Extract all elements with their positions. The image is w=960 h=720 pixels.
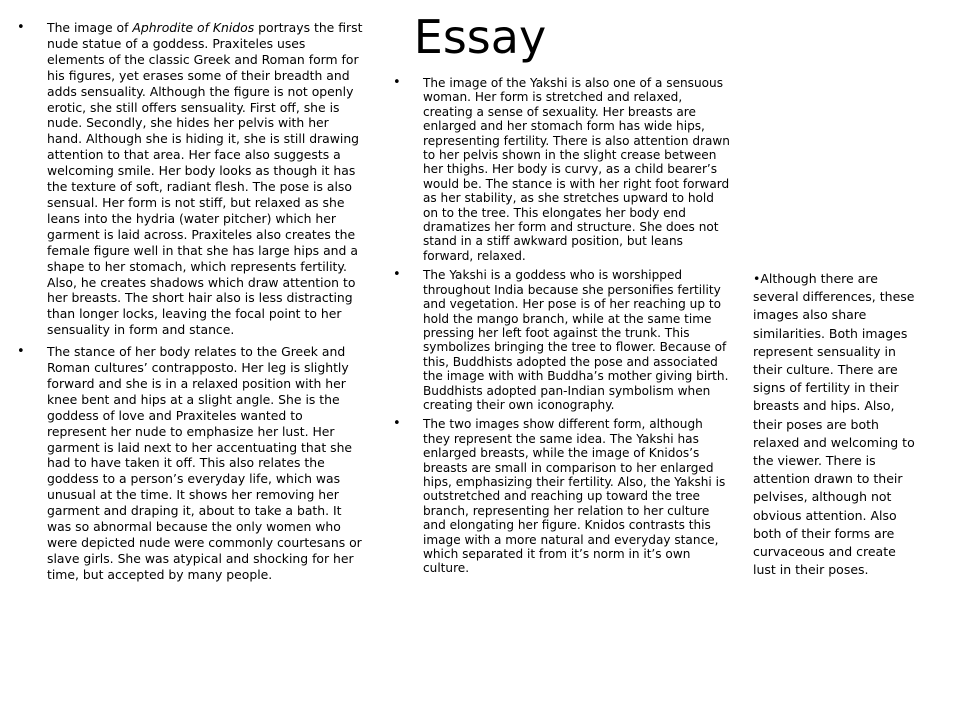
text-run: The image of <box>47 20 133 35</box>
left-paragraph-stance <box>17 344 365 583</box>
right-paragraph-similarities <box>753 270 918 579</box>
middle-paragraph-yakshi-form <box>393 75 730 263</box>
middle-paragraph-yakshi-goddess <box>393 267 730 412</box>
bullet-marker: • <box>17 20 25 35</box>
right-column <box>753 270 918 579</box>
bullet-marker: • <box>393 267 401 283</box>
text-run: The image of the Yakshi is also one of a sensuous woman. Her form is stretched and relaxed, creating a sense of sexuality. Her breasts are enlarged and her stomach form has wide hips, representing fertility. There is also attention drawn to her pelvis shown in the slight crease between her thighs. Her body is curvy, as a child bearer’s would be. The stance is with her right foot forward as her stability, as she stretches upward to hold on to the tree. This elongates her body end dramatizes her form and structure. She does not stand in a stiff awkward position, but leans forward, relaxed. <box>423 76 730 263</box>
bullet-marker: • <box>393 75 401 90</box>
left-paragraph-aphrodite <box>17 20 365 338</box>
artwork-title: Aphrodite of Knidos <box>132 20 255 35</box>
text-run: The stance of her body relates to the Greek and Roman cultures’ contrapposto. Her leg is slightly forward and she is in a relaxed position with her knee bent and hips at a slight angle. She is the goddess of love and Praxiteles wanted to represent her nude to emphasize her lust. Her garment is laid next to her accentuating that she had to have taken it off. This also relates the goddess to a person’s everyday life, which was unusual at the time. It shows her removing her garment and draping it, about to take a bath. It was so abnormal because the only women who were depicted nude were commonly courtesans or slave girls. She was atypical and shocking for her time, but accepted by many people. <box>47 344 362 582</box>
left-column <box>17 20 365 589</box>
text-run: portrays the first nude statue of a goddess. Praxiteles uses elements of the classic Greek and Roman form for his figures, yet erases some of their breadth and adds sensuality. Although the figure is not openly erotic, she still offers sensuality. First off, she is nude. Secondly, she hides her pelvis with her hand. Although she is hiding it, she is still drawing attention to that area. Her face also suggests a welcoming smile. Her body looks as though it has the texture of soft, radiant flesh. The pose is also sensual. Her form is not stiff, but relaxed as she leans into the hydria (water pitcher) which her garment is laid across. Praxiteles also creates the female figure well in that she has large hips and a shape to her stomach, which represents fertility. Also, he creates shadows which draw attention to her breasts. The short hair also is less distracting than longer locks, leaving the focal point to her sensuality in form and stance. <box>47 20 363 338</box>
middle-paragraph-comparison <box>393 416 730 576</box>
bullet-marker: • <box>393 416 401 432</box>
text-run: •Although there are several differences, these images also share similarities. Both images represent sensuality in their culture. There are signs of fertility in their breasts and hips. Also, their poses are both relaxed and welcoming to the viewer. There is attention drawn to their pelvises, although not obvious attention. Also both of their forms are curvaceous and create lust in their poses. <box>753 271 915 578</box>
text-run: The two images show different form, although they represent the same idea. The Yakshi has enlarged breasts, while the image of Knidos’s breasts are small in comparison to her enlarged hips, emphasizing their fertility. Also, the Yakshi is outstretched and reaching up toward the tree branch, representing her relation to her culture and elongating her figure. Knidos contrasts this image with a more natural and everyday stance, which separated it from it’s norm in it’s own culture. <box>423 417 726 576</box>
slide-title: Essay <box>413 10 547 64</box>
middle-column <box>393 75 730 581</box>
bullet-marker: • <box>17 344 25 360</box>
text-run: The Yakshi is a goddess who is worshipped throughout India because she personifies fertility and vegetation. Her pose is of her reaching up to hold the mango branch, while at the same time pressing her left foot against the trunk. This symbolizes bringing the tree to flower. Because of this, Buddhists adopted the pose and associated the image with with Buddha’s mother giving birth. Buddhists adopted pan-Indian symbolism when creating their own iconography. <box>423 268 729 412</box>
